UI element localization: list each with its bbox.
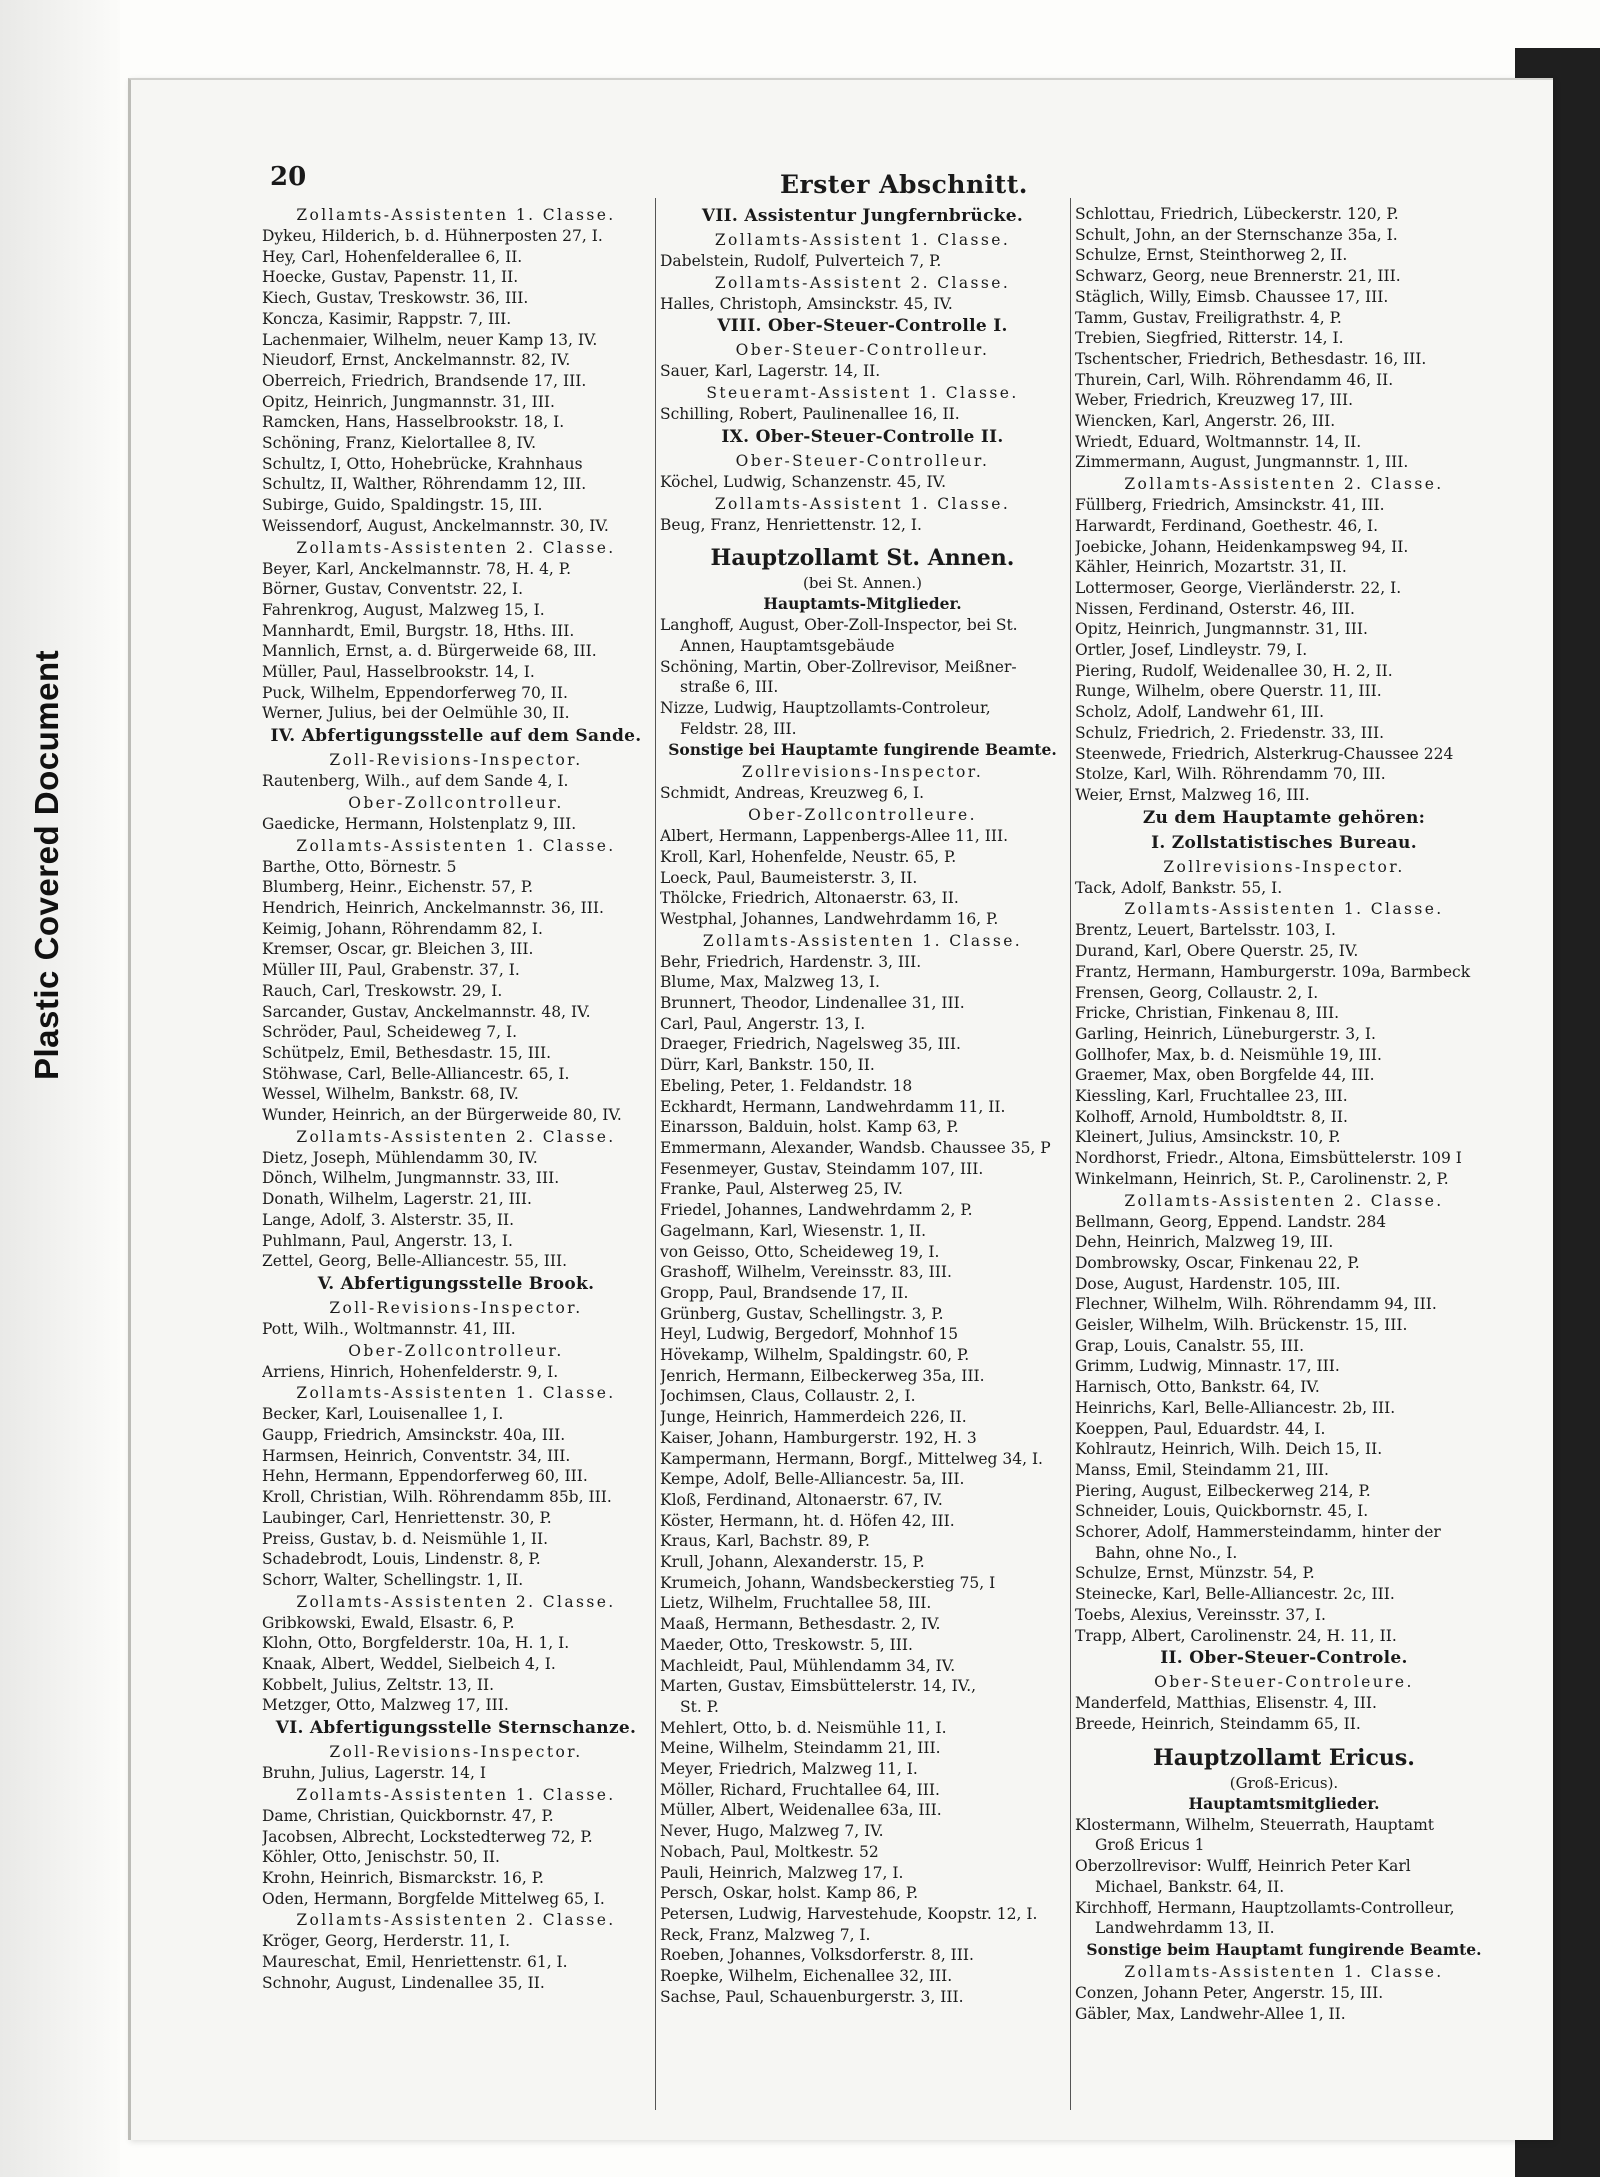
directory-entry: Hövekamp, Wilhelm, Spaldingstr. 60, P. xyxy=(660,1346,970,1365)
rank-heading: Zollamts-Assistenten 1. Classe. xyxy=(296,1785,616,1804)
directory-entry: Grashoff, Wilhelm, Vereinsstr. 83, III. xyxy=(660,1263,952,1282)
rank-heading: Zollamts-Assistent 1. Classe. xyxy=(714,231,1011,249)
directory-entry: Wessel, Wilhelm, Bankstr. 68, IV. xyxy=(262,1085,519,1104)
column-rule xyxy=(1070,198,1071,2110)
section-heading: II. Ober-Steuer-Controle. xyxy=(1160,1648,1408,1669)
rank-heading: Zollamts-Assistenten 1. Classe. xyxy=(702,931,1023,950)
directory-entry: Köster, Hermann, ht. d. Höfen 42, III. xyxy=(660,1511,955,1530)
directory-entry: Annen, Hauptamtsgebäude xyxy=(680,636,895,655)
directory-entry: Möller, Richard, Fruchtallee 64, III. xyxy=(660,1780,940,1799)
rank-heading: Steueramt-Assistent 1. Classe. xyxy=(706,384,1019,403)
directory-entry: Jacobsen, Albrecht, Lockstedterweg 72, P. xyxy=(262,1827,593,1846)
directory-entry: Mannhardt, Emil, Burgstr. 18, Hths. III. xyxy=(262,621,575,640)
directory-entry: Michael, Bankstr. 64, II. xyxy=(1095,1877,1285,1896)
office-heading: Hauptzollamt St. Annen. xyxy=(710,545,1015,572)
directory-entry: Gaupp, Friedrich, Amsinckstr. 40a, III. xyxy=(262,1426,566,1445)
rank-heading: Zollamts-Assistenten 2. Classe. xyxy=(296,1592,616,1611)
directory-entry: Hendrich, Heinrich, Anckelmannstr. 36, III. xyxy=(262,898,604,917)
directory-entry: Joebicke, Johann, Heidenkampsweg 94, II. xyxy=(1075,537,1409,556)
directory-entry: Wriedt, Eduard, Woltmannstr. 14, II. xyxy=(1075,432,1362,451)
directory-entry: von Geisso, Otto, Scheideweg 19, I. xyxy=(660,1242,940,1261)
directory-entry: Nieudorf, Ernst, Anckelmannstr. 82, IV. xyxy=(262,351,571,370)
rank-heading: Zoll-Revisions-Inspector. xyxy=(329,1743,583,1762)
directory-entry: Dabelstein, Rudolf, Pulverteich 7, P. xyxy=(660,252,942,270)
directory-entry: Fesenmeyer, Gustav, Steindamm 107, III. xyxy=(660,1159,984,1178)
directory-entry: Dietz, Joseph, Mühlendamm 30, IV. xyxy=(262,1148,538,1167)
directory-entry: Petersen, Ludwig, Harvestehude, Koopstr. 12, I. xyxy=(660,1905,1038,1923)
rank-heading: Zollrevisions-Inspector. xyxy=(741,763,984,782)
rank-heading: Zollamts-Assistenten 1. Classe. xyxy=(1124,1962,1444,1981)
rank-heading: Zollamts-Assistent 2. Classe. xyxy=(714,273,1011,292)
directory-entry: Ebeling, Peter, 1. Feldandstr. 18 xyxy=(660,1076,913,1095)
directory-entry: Lottermoser, George, Vierländerstr. 22, I. xyxy=(1075,578,1402,597)
directory-entry: Jochimsen, Claus, Collaustr. 2, I. xyxy=(660,1387,916,1406)
directory-entry: Grünberg, Gustav, Schellingstr. 3, P. xyxy=(660,1304,944,1323)
directory-entry: Bellmann, Georg, Eppend. Landstr. 284 xyxy=(1075,1212,1387,1231)
directory-entry: Brentz, Leuert, Bartelsstr. 103, I. xyxy=(1075,921,1336,940)
directory-entry: Friedel, Johannes, Landwehrdamm 2, P. xyxy=(660,1201,973,1220)
rank-heading: Zollamts-Assistenten 1. Classe. xyxy=(296,206,616,224)
directory-entry: Kiessling, Karl, Fruchtallee 23, III. xyxy=(1075,1087,1348,1106)
directory-entry: Krull, Johann, Alexanderstr. 15, P. xyxy=(660,1553,925,1572)
directory-entry: Steinecke, Karl, Belle-Alliancestr. 2c, III. xyxy=(1075,1585,1395,1604)
directory-entry: Stäglich, Willy, Eimsb. Chaussee 17, III. xyxy=(1075,287,1389,306)
subsection-heading: Sonstige beim Hauptamt fungirende Beamte. xyxy=(1086,1939,1482,1959)
directory-entry: Ortler, Josef, Lindleystr. 79, I. xyxy=(1075,641,1308,660)
office-note: (bei St. Annen.) xyxy=(802,574,923,593)
rank-heading: Ober-Steuer-Controleure. xyxy=(1154,1673,1414,1692)
directory-entry: Maaß, Hermann, Bethesdastr. 2, IV. xyxy=(660,1615,941,1634)
directory-entry: Steenwede, Friedrich, Alsterkrug-Chaussee 224 xyxy=(1075,744,1454,763)
directory-entry: Geisler, Wilhelm, Wilh. Brückenstr. 15, III. xyxy=(1075,1316,1408,1335)
directory-entry: Trebien, Siegfried, Ritterstr. 14, I. xyxy=(1075,329,1344,348)
directory-entry: Schneider, Louis, Quickbornstr. 45, I. xyxy=(1075,1502,1369,1521)
directory-entry: Kolhoff, Arnold, Humboldtstr. 8, II. xyxy=(1075,1107,1348,1126)
directory-entry: Kroll, Christian, Wilh. Röhrendamm 85b, III. xyxy=(262,1488,612,1507)
directory-entry: Roepke, Wilhelm, Eichenallee 32, III. xyxy=(660,1967,953,1986)
directory-entry: Nobach, Paul, Moltkestr. 52 xyxy=(660,1842,879,1861)
section-heading: I. Zollstatistisches Bureau. xyxy=(1151,832,1417,853)
directory-entry: Schnohr, August, Lindenallee 35, II. xyxy=(262,1973,545,1992)
directory-entry: Schorr, Walter, Schellingstr. 1, II. xyxy=(262,1570,524,1589)
directory-entry: Schilling, Robert, Paulinenallee 16, II. xyxy=(660,405,960,424)
directory-entry: Blume, Max, Malzweg 13, I. xyxy=(660,973,880,992)
directory-entry: Runge, Wilhelm, obere Querstr. 11, III. xyxy=(1075,682,1382,701)
directory-entry: Trapp, Albert, Carolinenstr. 24, H. 11, II. xyxy=(1075,1626,1397,1645)
directory-entry: Laubinger, Carl, Henriettenstr. 30, P. xyxy=(262,1508,552,1527)
directory-entry: Bruhn, Julius, Lagerstr. 14, I xyxy=(262,1764,486,1783)
directory-entry: Frantz, Hermann, Hamburgerstr. 109a, Barmbeck xyxy=(1075,962,1471,981)
directory-entry: Marten, Gustav, Eimsbüttelerstr. 14, IV., xyxy=(660,1677,977,1696)
directory-entry: Tamm, Gustav, Freiligrathstr. 4, P. xyxy=(1075,308,1342,327)
subsection-heading: Hauptamts-Mitglieder. xyxy=(763,594,962,614)
directory-entry: Wiencken, Karl, Angerstr. 26, III. xyxy=(1075,412,1336,431)
directory-entry: Gollhofer, Max, b. d. Neismühle 19, III. xyxy=(1075,1045,1382,1064)
directory-entry: Manderfeld, Matthias, Elisenstr. 4, III. xyxy=(1075,1694,1377,1713)
rank-heading: Zollamts-Assistent 1. Classe. xyxy=(714,494,1011,513)
directory-entry: Flechner, Wilhelm, Wilh. Röhrendamm 94, III. xyxy=(1075,1295,1437,1314)
directory-entry: Winkelmann, Heinrich, St. P., Carolinenstr. 2, P. xyxy=(1075,1169,1449,1188)
directory-entry: Stolze, Karl, Wilh. Röhrendamm 70, III. xyxy=(1075,765,1386,784)
directory-entry: Lietz, Wilhelm, Fruchtallee 58, III. xyxy=(660,1594,932,1613)
directory-entry: Kremser, Oscar, gr. Bleichen 3, III. xyxy=(262,940,534,959)
section-heading: Zu dem Hauptamte gehören: xyxy=(1142,807,1426,828)
directory-entry: Schöning, Martin, Ober-Zollrevisor, Meißner- xyxy=(660,657,1017,676)
directory-entry: Köchel, Ludwig, Schanzenstr. 45, IV. xyxy=(660,472,947,491)
directory-entry: Kloß, Ferdinand, Altonaerstr. 67, IV. xyxy=(660,1490,943,1509)
subsection-heading: Hauptamtsmitglieder. xyxy=(1188,1793,1380,1813)
directory-entry: Maeder, Otto, Treskowstr. 5, III. xyxy=(660,1635,913,1654)
directory-entry: Keimig, Johann, Röhrendamm 82, I. xyxy=(262,919,543,938)
directory-entry: Kroll, Karl, Hohenfelde, Neustr. 65, P. xyxy=(660,847,957,866)
section-heading: IV. Abfertigungsstelle auf dem Sande. xyxy=(270,726,642,747)
directory-entry: Schulze, Ernst, Münzstr. 54, P. xyxy=(1075,1564,1315,1583)
directory-entry: Weissendorf, August, Anckelmannstr. 30, IV. xyxy=(262,516,609,535)
directory-entry: Weber, Friedrich, Kreuzweg 17, III. xyxy=(1075,391,1354,410)
directory-entry: Börner, Gustav, Conventstr. 22, I. xyxy=(262,580,524,599)
directory-entry: Schadebrodt, Louis, Lindenstr. 8, P. xyxy=(262,1550,541,1569)
directory-entry: Dehn, Heinrich, Malzweg 19, III. xyxy=(1075,1233,1334,1252)
directory-entry: Stöhwase, Carl, Belle-Alliancestr. 65, I. xyxy=(262,1064,570,1083)
directory-entry: Füllberg, Friedrich, Amsinckstr. 41, III. xyxy=(1075,496,1385,515)
column-rule xyxy=(655,198,656,2110)
directory-entry: Weier, Ernst, Malzweg 16, III. xyxy=(1075,785,1310,804)
directory-entry: Harmsen, Heinrich, Conventstr. 34, III. xyxy=(262,1446,571,1465)
directory-entry: Dame, Christian, Quickbornstr. 47, P. xyxy=(262,1806,554,1825)
directory-entry: Behr, Friedrich, Hardenstr. 3, III. xyxy=(660,952,922,971)
directory-entry: Arriens, Hinrich, Hohenfelderstr. 9, I. xyxy=(262,1362,559,1381)
directory-entry: Krohn, Heinrich, Bismarckstr. 16, P. xyxy=(262,1869,544,1887)
directory-entry: Krumeich, Johann, Wandsbeckerstieg 75, I xyxy=(660,1573,996,1592)
directory-entry: Gäbler, Max, Landwehr-Allee 1, II. xyxy=(1075,2004,1346,2023)
directory-entry: Fricke, Christian, Finkenau 8, III. xyxy=(1075,1004,1340,1023)
directory-entry: Harnisch, Otto, Bankstr. 64, IV. xyxy=(1075,1378,1320,1397)
page-heading: Erster Abschnitt. xyxy=(780,170,1028,199)
directory-entry: Opitz, Heinrich, Jungmannstr. 31, III. xyxy=(262,392,555,411)
rank-heading: Zollamts-Assistenten 2. Classe. xyxy=(296,1127,616,1146)
section-heading: VI. Abfertigungsstelle Sternschanze. xyxy=(275,1718,637,1739)
directory-entry: Grap, Louis, Canalstr. 55, III. xyxy=(1075,1336,1305,1355)
directory-entry: Müller, Albert, Weidenallee 63a, III. xyxy=(660,1801,942,1820)
section-heading: VII. Assistentur Jungfernbrücke. xyxy=(701,206,1024,226)
section-heading: VIII. Ober-Steuer-Controlle I. xyxy=(717,316,1008,337)
directory-entry: Emmermann, Alexander, Wandsb. Chaussee 35, P xyxy=(660,1138,1051,1157)
directory-entry: Kaiser, Johann, Hamburgerstr. 192, H. 3 xyxy=(660,1428,977,1447)
directory-entry: Feldstr. 28, III. xyxy=(680,719,797,738)
directory-entry: Einarsson, Balduin, holst. Kamp 63, P. xyxy=(660,1118,959,1137)
office-heading: Hauptzollamt Ericus. xyxy=(1153,1744,1415,1771)
directory-entry: Garling, Heinrich, Lüneburgerstr. 3, I. xyxy=(1075,1024,1376,1043)
directory-entry: Heinrichs, Karl, Belle-Alliancestr. 2b, III. xyxy=(1075,1398,1396,1417)
directory-entry: Hey, Carl, Hohenfelderallee 6, II. xyxy=(262,247,523,266)
directory-entry: Kobbelt, Julius, Zeltstr. 13, II. xyxy=(262,1675,495,1694)
directory-entry: Fahrenkrog, August, Malzweg 15, I. xyxy=(262,600,545,619)
directory-entry: Lange, Adolf, 3. Alsterstr. 35, II. xyxy=(262,1210,515,1229)
directory-entry: Frensen, Georg, Collaustr. 2, I. xyxy=(1075,983,1319,1002)
directory-entry: Groß Ericus 1 xyxy=(1095,1836,1205,1855)
directory-entry: Wunder, Heinrich, an der Bürgerweide 80, IV. xyxy=(262,1106,622,1125)
directory-entry: Blumberg, Heinr., Eichenstr. 57, P. xyxy=(262,878,534,897)
directory-entry: Schultz, II, Walther, Röhrendamm 12, III. xyxy=(262,475,587,494)
directory-entry: Nissen, Ferdinand, Osterstr. 46, III. xyxy=(1075,599,1355,618)
directory-entry: Gagelmann, Karl, Wiesenstr. 1, II. xyxy=(660,1221,927,1240)
directory-entry: Gropp, Paul, Brandsende 17, II. xyxy=(660,1283,909,1302)
directory-entry: Koeppen, Paul, Eduardstr. 44, I. xyxy=(1075,1419,1326,1438)
directory-entry: Sauer, Karl, Lagerstr. 14, II. xyxy=(660,362,881,381)
directory-entry: Nordhorst, Friedr., Altona, Eimsbüttelerstr. 109 I xyxy=(1075,1149,1462,1168)
directory-entry: Becker, Karl, Louisenallee 1, I. xyxy=(262,1405,504,1424)
directory-entry: Donath, Wilhelm, Lagerstr. 21, III. xyxy=(262,1190,532,1209)
directory-entry: Müller, Paul, Hasselbrookstr. 14, I. xyxy=(262,663,535,682)
directory-entry: straße 6, III. xyxy=(680,678,779,697)
directory-entry: Sarcander, Gustav, Anckelmannstr. 48, IV. xyxy=(262,1002,591,1021)
directory-entry: Meyer, Friedrich, Malzweg 11, I. xyxy=(660,1760,918,1779)
rank-heading: Ober-Steuer-Controlleur. xyxy=(735,451,990,470)
directory-entry: Hoecke, Gustav, Papenstr. 11, II. xyxy=(262,268,519,287)
rank-heading: Zollamts-Assistenten 1. Classe. xyxy=(1124,900,1444,919)
directory-entry: Schöning, Franz, Kielortallee 8, IV. xyxy=(262,434,537,453)
directory-entry: Franke, Paul, Alsterweg 25, IV. xyxy=(660,1180,903,1199)
directory-entry: Koncza, Kasimir, Rappstr. 7, III. xyxy=(262,309,512,328)
directory-entry: Schulze, Ernst, Steinthorweg 2, II. xyxy=(1075,246,1348,265)
directory-entry: Klohn, Otto, Borgfelderstr. 10a, H. 1, I. xyxy=(262,1634,570,1653)
directory-entry: St. P. xyxy=(680,1697,719,1716)
directory-entry: Puhlmann, Paul, Angerstr. 13, I. xyxy=(262,1231,513,1250)
section-heading: IX. Ober-Steuer-Controlle II. xyxy=(721,426,1004,447)
directory-entry: Maureschat, Emil, Henriettenstr. 61, I. xyxy=(262,1953,568,1972)
directory-entry: Ramcken, Hans, Hasselbrookstr. 18, I. xyxy=(262,413,565,432)
directory-entry: Thurein, Carl, Wilh. Röhrendamm 46, II. xyxy=(1075,370,1394,389)
directory-entry: Schulz, Friedrich, 2. Friedenstr. 33, III. xyxy=(1075,723,1385,742)
directory-entry: Brunnert, Theodor, Lindenallee 31, III. xyxy=(660,994,965,1013)
directory-entry: Zettel, Georg, Belle-Alliancestr. 55, III. xyxy=(262,1252,568,1271)
subsection-heading: Sonstige bei Hauptamte fungirende Beamte. xyxy=(668,740,1057,760)
directory-entry: Langhoff, August, Ober-Zoll-Inspector, bei St. xyxy=(660,616,1018,635)
directory-entry: Rautenberg, Wilh., auf dem Sande 4, I. xyxy=(262,772,569,791)
directory-entry: Kleinert, Julius, Amsinckstr. 10, P. xyxy=(1075,1128,1341,1147)
rank-heading: Ober-Steuer-Controlleur. xyxy=(735,341,990,360)
directory-entry: Schütpelz, Emil, Bethesdastr. 15, III. xyxy=(262,1043,552,1062)
column-middle xyxy=(660,204,1065,2008)
directory-entry: Rauch, Carl, Treskowstr. 29, I. xyxy=(262,981,503,1000)
scan-margin xyxy=(0,0,120,2177)
rank-heading: Zoll-Revisions-Inspector. xyxy=(329,1298,583,1317)
directory-entry: Kohlrautz, Heinrich, Wilh. Deich 15, II. xyxy=(1075,1440,1383,1459)
directory-entry: Klostermann, Wilhelm, Steuerrath, Hauptamt xyxy=(1075,1815,1434,1834)
directory-entry: Toebs, Alexius, Vereinsstr. 37, I. xyxy=(1075,1605,1326,1624)
directory-entry: Oden, Hermann, Borgfelde Mittelweg 65, I. xyxy=(262,1889,605,1908)
rank-heading: Ober-Zollcontrolleur. xyxy=(348,1341,564,1360)
directory-entry: Schult, John, an der Sternschanze 35a, I. xyxy=(1075,225,1398,244)
rank-heading: Zollamts-Assistenten 2. Classe. xyxy=(296,538,616,557)
directory-entry: Kirchhoff, Hermann, Hauptzollamts-Controlleur, xyxy=(1075,1898,1455,1917)
column-right xyxy=(1075,204,1493,2024)
directory-entry: Oberzollrevisor: Wulff, Heinrich Peter Karl xyxy=(1075,1857,1411,1876)
directory-entry: Eckhardt, Hermann, Landwehrdamm 11, II. xyxy=(660,1097,1006,1116)
directory-entry: Gribkowski, Ewald, Elsastr. 6, P. xyxy=(262,1613,515,1632)
rank-heading: Zollamts-Assistenten 1. Classe. xyxy=(296,1384,616,1403)
directory-entry: Albert, Hermann, Lappenbergs-Allee 11, III. xyxy=(660,827,1009,846)
directory-entry: Durand, Karl, Obere Querstr. 25, IV. xyxy=(1075,942,1359,961)
directory-entry: Schwarz, Georg, neue Brennerstr. 21, III. xyxy=(1075,267,1401,286)
directory-entry: Zimmermann, August, Jungmannstr. 1, III. xyxy=(1075,453,1409,472)
directory-entry: Halles, Christoph, Amsinckstr. 45, IV. xyxy=(660,294,953,313)
directory-entry: Kempe, Adolf, Belle-Alliancestr. 5a, III. xyxy=(660,1470,965,1489)
directory-entry: Piering, Rudolf, Weidenallee 30, H. 2, II. xyxy=(1075,661,1393,680)
directory-entry: Dürr, Karl, Bankstr. 150, II. xyxy=(660,1056,875,1075)
section-heading: V. Abfertigungsstelle Brook. xyxy=(317,1273,595,1294)
directory-entry: Pott, Wilh., Woltmannstr. 41, III. xyxy=(262,1319,516,1338)
directory-entry: Loeck, Paul, Baumeisterstr. 3, II. xyxy=(660,868,918,887)
directory-entry: Nizze, Ludwig, Hauptzollamts-Controleur, xyxy=(660,699,991,718)
page-number: 20 xyxy=(270,162,307,192)
rank-heading: Zollamts-Assistenten 2. Classe. xyxy=(1124,475,1444,494)
directory-entry: Müller III, Paul, Grabenstr. 37, I. xyxy=(262,961,520,980)
directory-entry: Köhler, Otto, Jenischstr. 50, II. xyxy=(262,1848,500,1867)
directory-entry: Meine, Wilhelm, Steindamm 21, III. xyxy=(660,1739,941,1758)
directory-entry: Roeben, Johannes, Volksdorferstr. 8, III. xyxy=(660,1946,974,1965)
directory-entry: Dykeu, Hilderich, b. d. Hühnerposten 27, I. xyxy=(262,227,603,245)
directory-entry: Knaak, Albert, Weddel, Sielbeich 4, I. xyxy=(262,1655,556,1674)
rank-heading: Ober-Zollcontrolleure. xyxy=(748,806,977,825)
directory-entry: Dombrowsky, Oscar, Finkenau 22, P. xyxy=(1075,1253,1360,1272)
directory-entry: Conzen, Johann Peter, Angerstr. 15, III. xyxy=(1075,1983,1384,2002)
directory-entry: Landwehrdamm 13, II. xyxy=(1095,1919,1275,1938)
directory-entry: Draeger, Friedrich, Nagelsweg 35, III. xyxy=(660,1035,961,1054)
directory-entry: Kröger, Georg, Herderstr. 11, I. xyxy=(262,1932,511,1951)
column-left xyxy=(262,204,650,1994)
office-note: (Groß-Ericus). xyxy=(1229,1773,1339,1792)
directory-entry: Thölcke, Friedrich, Altonaerstr. 63, II. xyxy=(660,889,959,908)
directory-entry: Machleidt, Paul, Mühlendamm 34, IV. xyxy=(660,1656,956,1675)
directory-entry: Beug, Franz, Henriettenstr. 12, I. xyxy=(660,515,922,534)
rank-heading: Zollamts-Assistenten 2. Classe. xyxy=(1124,1191,1444,1210)
directory-entry: Dönch, Wilhelm, Jungmannstr. 33, III. xyxy=(262,1169,560,1188)
rank-heading: Zollamts-Assistenten 1. Classe. xyxy=(296,836,616,855)
rank-heading: Zollamts-Assistenten 2. Classe. xyxy=(296,1911,616,1930)
directory-entry: Kampermann, Hermann, Borgf., Mittelweg 34, I. xyxy=(660,1449,1043,1468)
directory-entry: Manss, Emil, Steindamm 21, III. xyxy=(1075,1460,1329,1479)
directory-entry: Oberreich, Friedrich, Brandsende 17, III. xyxy=(262,371,587,390)
directory-entry: Bahn, ohne No., I. xyxy=(1095,1543,1238,1562)
directory-entry: Never, Hugo, Malzweg 7, IV. xyxy=(660,1822,884,1841)
directory-entry: Mannlich, Ernst, a. d. Bürgerweide 68, III. xyxy=(262,642,597,661)
directory-entry: Pauli, Heinrich, Malzweg 17, I. xyxy=(660,1863,904,1882)
directory-entry: Metzger, Otto, Malzweg 17, III. xyxy=(262,1696,509,1715)
directory-entry: Kähler, Heinrich, Mozartstr. 31, II. xyxy=(1075,558,1347,577)
directory-entry: Puck, Wilhelm, Eppendorferweg 70, II. xyxy=(262,683,568,702)
directory-entry: Tschentscher, Friedrich, Bethesdastr. 16, III. xyxy=(1075,349,1427,368)
directory-entry: Harwardt, Ferdinand, Goethestr. 46, I. xyxy=(1075,516,1379,535)
directory-entry: Heyl, Ludwig, Bergedorf, Mohnhof 15 xyxy=(660,1325,959,1344)
directory-entry: Reck, Franz, Malzweg 7, I. xyxy=(660,1925,871,1944)
directory-entry: Mehlert, Otto, b. d. Neismühle 11, I. xyxy=(660,1718,947,1737)
rank-heading: Zoll-Revisions-Inspector. xyxy=(329,751,583,770)
directory-entry: Gaedicke, Hermann, Holstenplatz 9, III. xyxy=(262,814,577,833)
directory-entry: Piering, August, Eilbeckerweg 214, P. xyxy=(1075,1481,1371,1500)
rank-heading: Ober-Zollcontrolleur. xyxy=(348,793,564,812)
directory-entry: Schultz, I, Otto, Hohebrücke, Krahnhaus xyxy=(262,454,583,473)
directory-entry: Kraus, Karl, Bachstr. 89, P. xyxy=(660,1532,870,1551)
directory-entry: Subirge, Guido, Spaldingstr. 15, III. xyxy=(262,496,543,515)
directory-entry: Beyer, Karl, Anckelmannstr. 78, H. 4, P. xyxy=(262,559,572,578)
directory-entry: Hehn, Hermann, Eppendorferweg 60, III. xyxy=(262,1467,588,1486)
directory-entry: Barthe, Otto, Börnestr. 5 xyxy=(262,857,457,876)
directory-entry: Lachenmaier, Wilhelm, neuer Kamp 13, IV. xyxy=(262,330,598,349)
directory-entry: Graemer, Max, oben Borgfelde 44, III. xyxy=(1075,1066,1375,1085)
directory-entry: Carl, Paul, Angerstr. 13, I. xyxy=(660,1014,866,1033)
directory-entry: Scholz, Adolf, Landwehr 61, III. xyxy=(1075,703,1325,722)
directory-entry: Schorer, Adolf, Hammersteindamm, hinter der xyxy=(1075,1523,1441,1542)
directory-entry: Schröder, Paul, Scheideweg 7, I. xyxy=(262,1023,518,1042)
directory-entry: Junge, Heinrich, Hammerdeich 226, II. xyxy=(660,1408,967,1427)
directory-entry: Preiss, Gustav, b. d. Neismühle 1, II. xyxy=(262,1529,549,1548)
directory-entry: Grimm, Ludwig, Minnastr. 17, III. xyxy=(1075,1357,1340,1376)
directory-entry: Schlottau, Friedrich, Lübeckerstr. 120, P. xyxy=(1075,205,1399,223)
directory-entry: Sachse, Paul, Schauenburgerstr. 3, III. xyxy=(660,1987,964,2006)
directory-entry: Persch, Oskar, holst. Kamp 86, P. xyxy=(660,1884,919,1903)
directory-entry: Dose, August, Hardenstr. 105, III. xyxy=(1075,1274,1341,1293)
plastic-cover-label: Plastic Covered Document xyxy=(28,649,65,1080)
directory-entry: Opitz, Heinrich, Jungmannstr. 31, III. xyxy=(1075,620,1368,639)
directory-entry: Breede, Heinrich, Steindamm 65, II. xyxy=(1075,1715,1361,1733)
directory-entry: Schmidt, Andreas, Kreuzweg 6, I. xyxy=(660,784,925,803)
directory-entry: Jenrich, Hermann, Eilbeckerweg 35a, III. xyxy=(660,1366,985,1385)
rank-heading: Zollrevisions-Inspector. xyxy=(1163,857,1405,876)
directory-entry: Westphal, Johannes, Landwehrdamm 16, P. xyxy=(660,909,999,928)
directory-entry: Werner, Julius, bei der Oelmühle 30, II. xyxy=(262,704,570,723)
directory-entry: Tack, Adolf, Bankstr. 55, I. xyxy=(1075,878,1283,897)
directory-entry: Kiech, Gustav, Treskowstr. 36, III. xyxy=(262,289,529,308)
